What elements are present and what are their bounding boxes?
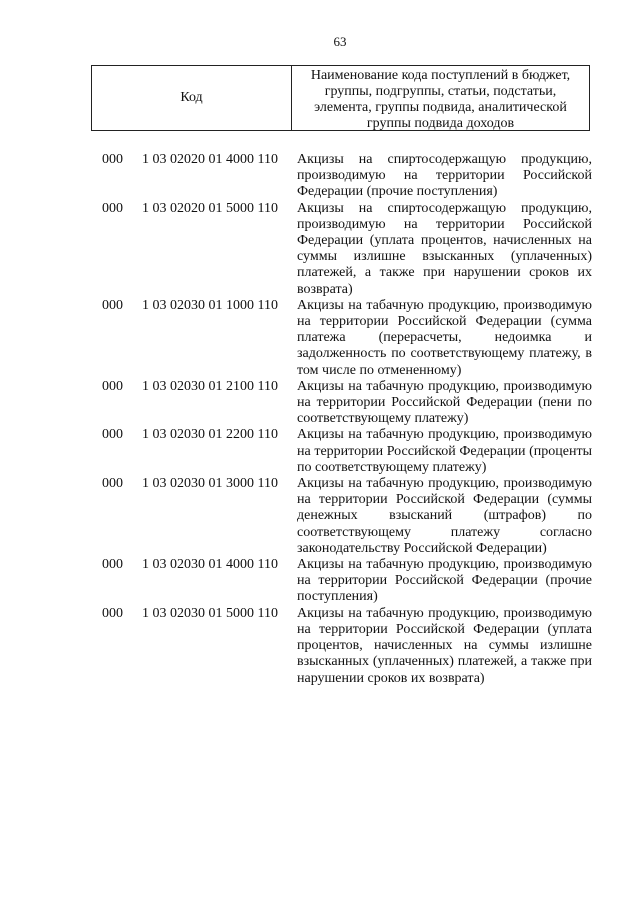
row-prefix: 000 [102, 152, 123, 167]
row-description: Акцизы на табачную продукцию, производимую на территории Российской Федерации (суммы денежных взысканий (штрафов) по соответствующему платежу согласно законодательству Российской Федерации) [297, 476, 592, 556]
table-row [102, 379, 592, 428]
table-row [102, 201, 592, 298]
row-code: 1 03 02030 01 1000 110 [142, 297, 278, 313]
row-prefix: 000 [102, 378, 123, 394]
row-code: 1 03 02030 01 2200 110 [142, 427, 278, 443]
row-description: Акцизы на спиртосодержащую продукцию, производимую на территории Российской Федерации (уплата процентов, начисленных на суммы излишне взысканных (уплаченных) платежей, а также при нарушении сроков их возврата) [297, 200, 592, 297]
row-description: Акцизы на табачную продукцию, производимую на территории Российской Федерации (пени по соответствующему платежу) [297, 378, 592, 427]
table-row [102, 476, 592, 557]
table-row [102, 152, 592, 201]
row-code: 1 03 02030 01 3000 110 [142, 476, 278, 492]
row-description: Акцизы на табачную продукцию, производимую на территории Российской Федерации (прочие поступления) [297, 557, 592, 605]
table-row [102, 557, 592, 606]
row-prefix: 000 [102, 557, 123, 573]
row-prefix: 000 [102, 200, 123, 216]
row-code: 1 03 02030 01 2100 110 [142, 378, 278, 394]
header-name-cell: Наименование кода поступлений в бюджет, группы, подгруппы, статьи, подстатьи, элемента, группы подвида, аналитической группы подвида доходов [310, 68, 571, 131]
row-code: 1 03 02030 01 5000 110 [142, 605, 278, 621]
row-description: Акцизы на табачную продукцию, производимую на территории Российской Федерации (сумма платежа (перерасчеты, недоимка и задолженность по соответствующему платежу, в том числе по отмененному) [297, 297, 592, 378]
table-header [91, 65, 590, 131]
header-code-cell: Код [92, 66, 292, 130]
table-row [102, 606, 592, 687]
row-code: 1 03 02020 01 5000 110 [142, 200, 278, 216]
row-description: Акцизы на табачную продукцию, производимую на территории Российской Федерации (уплата процентов, начисленных на суммы излишне взысканных (уплаченных) платежей, а также при нарушении сроков их возврата) [297, 605, 592, 686]
row-prefix: 000 [102, 297, 123, 313]
row-description: Акцизы на табачную продукцию, производимую на территории Российской Федерации (проценты по соответствующему платежу) [297, 427, 592, 475]
row-description: Акцизы на спиртосодержащую продукцию, производимую на территории Российской Федерации (прочие поступления) [297, 152, 592, 200]
row-prefix: 000 [102, 605, 123, 621]
row-prefix: 000 [102, 427, 123, 443]
table-row [102, 298, 592, 379]
row-code: 1 03 02030 01 4000 110 [142, 557, 278, 573]
page-number: 63 [333, 34, 347, 49]
row-prefix: 000 [102, 476, 123, 492]
table-row [102, 427, 592, 476]
row-code: 1 03 02020 01 4000 110 [142, 152, 278, 167]
code-rows [102, 152, 592, 687]
